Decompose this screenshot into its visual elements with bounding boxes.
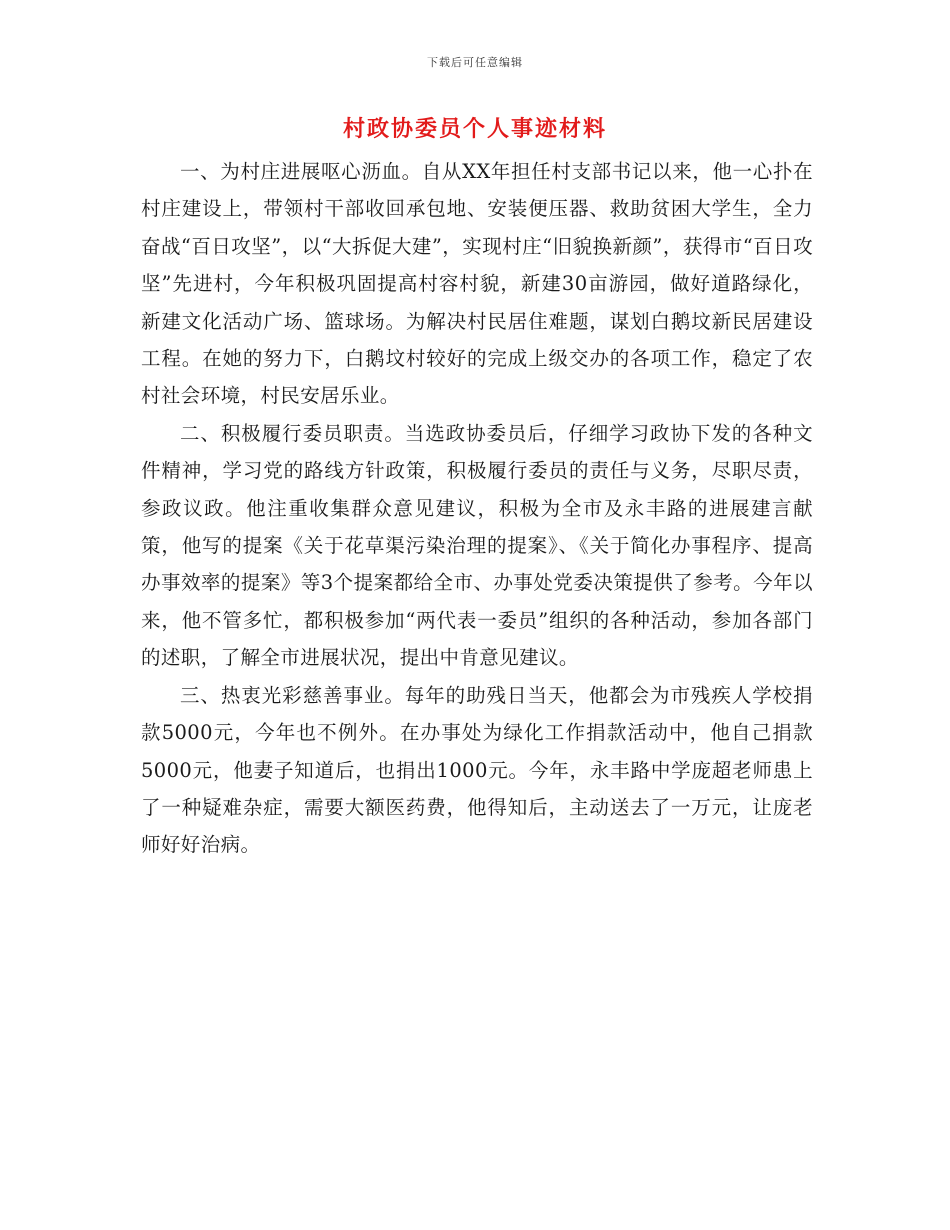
document-title: 村政协委员个人事迹材料: [342, 116, 607, 142]
header-note: 下载后可任意编辑: [427, 56, 523, 69]
document-body: [141, 153, 813, 864]
paragraph-2: 二、积极履行委员职责。当选政协委员后，仔细学习政协下发的各种文件精神，学习党的路线方针政策，积极履行委员的责任与义务，尽职尽责，参政议政。他注重收集群众意见建议，积极为全市及永丰路的进展建言献策，他写的提案《关于花草渠污染治理的提案》、《关于简化办事程序、提高办事效率的提案》等3个提案都给全市、办事处党委决策提供了参考。今年以来，他不管多忙，都积极参加“两代表一委员”组织的各种活动，参加各部门的述职，了解全市进展状况，提出中肯意见建议。: [141, 421, 813, 670]
paragraph-1: 一、为村庄进展呕心沥血。自从XX年担任村支部书记以来，他一心扑在村庄建设上，带领村干部收回承包地、安装便压器、救助贫困大学生，全力奋战“百日攻坚”，以“大拆促大建”，实现村庄“旧貌换新颜”，获得市“百日攻坚”先进村，今年积极巩固提高村容村貌，新建30亩游园，做好道路绿化，新建文化活动广场、篮球场。为解决村民居住难题，谋划白鹅坟新民居建设工程。在她的努力下，白鹅坟村较好的完成上级交办的各项工作，稳定了农村社会环境，村民安居乐业。: [141, 160, 813, 408]
paragraph-3: 三、热衷光彩慈善事业。每年的助残日当天，他都会为市残疾人学校捐款5000元，今年也不例外。在办事处为绿化工作捐款活动中，他自己捐款5000元，他妻子知道后，也捐出1000元。今年，永丰路中学庞超老师患上了一种疑难杂症，需要大额医药费，他得知后，主动送去了一万元，让庞老师好好治病。: [141, 683, 813, 857]
